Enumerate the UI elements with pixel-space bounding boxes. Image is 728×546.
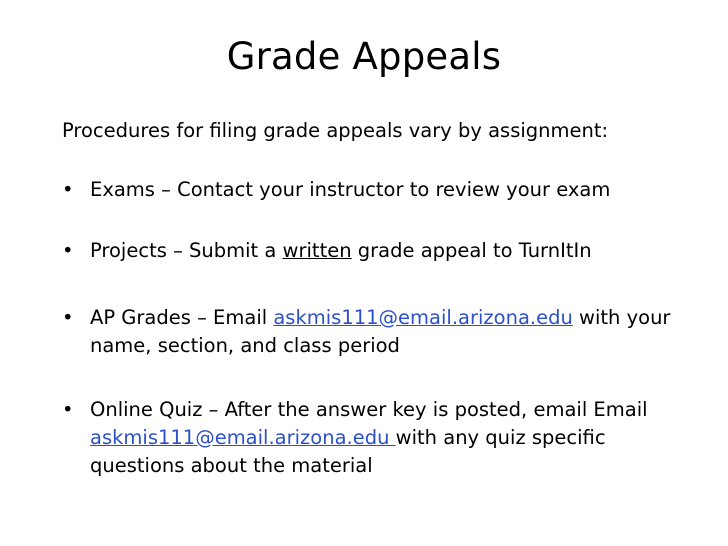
bullet-text-run: Projects – Submit a	[90, 239, 283, 262]
email-link[interactable]: askmis111@email.arizona.edu	[90, 426, 396, 449]
intro-text: Procedures for filing grade appeals vary by assignment:	[62, 119, 609, 142]
bullet-projects	[62, 237, 702, 265]
bullet-line	[90, 452, 702, 480]
bullet-line	[90, 424, 702, 452]
underlined-text: written	[282, 239, 352, 262]
bullet-line	[90, 176, 702, 204]
bullet-text	[90, 237, 702, 265]
bullet-text-run: with your	[572, 306, 671, 329]
bullet-text-run: name, section, and class period	[90, 334, 400, 357]
bullet-text-run: grade appeal to TurnItIn	[351, 239, 592, 262]
bullet-text	[90, 176, 702, 204]
bullet-text-run: Exams – Contact your instructor to review your exam	[90, 178, 611, 201]
bullet-line	[90, 237, 702, 265]
bullet-marker: •	[62, 239, 74, 262]
bullet-text-run: Online Quiz – After the answer key is posted, email Email	[90, 398, 648, 421]
email-link[interactable]: askmis111@email.arizona.edu	[273, 306, 573, 329]
bullet-text-run: with any quiz specific	[395, 426, 606, 449]
bullet-marker: •	[62, 178, 74, 201]
bullet-exams	[62, 176, 702, 204]
bullet-online-quiz	[62, 396, 702, 480]
bullet-line	[90, 304, 702, 332]
bullet-marker: •	[62, 398, 74, 421]
bullet-marker: •	[62, 306, 74, 329]
bullet-text	[90, 304, 702, 360]
bullet-text	[90, 396, 702, 480]
bullet-line	[90, 396, 702, 424]
bullet-text-run: AP Grades – Email	[90, 306, 274, 329]
slide-title: Grade Appeals	[226, 35, 502, 78]
bullet-text-run: questions about the material	[90, 454, 373, 477]
bullet-line	[90, 332, 702, 360]
bullet-ap-grades	[62, 304, 702, 360]
